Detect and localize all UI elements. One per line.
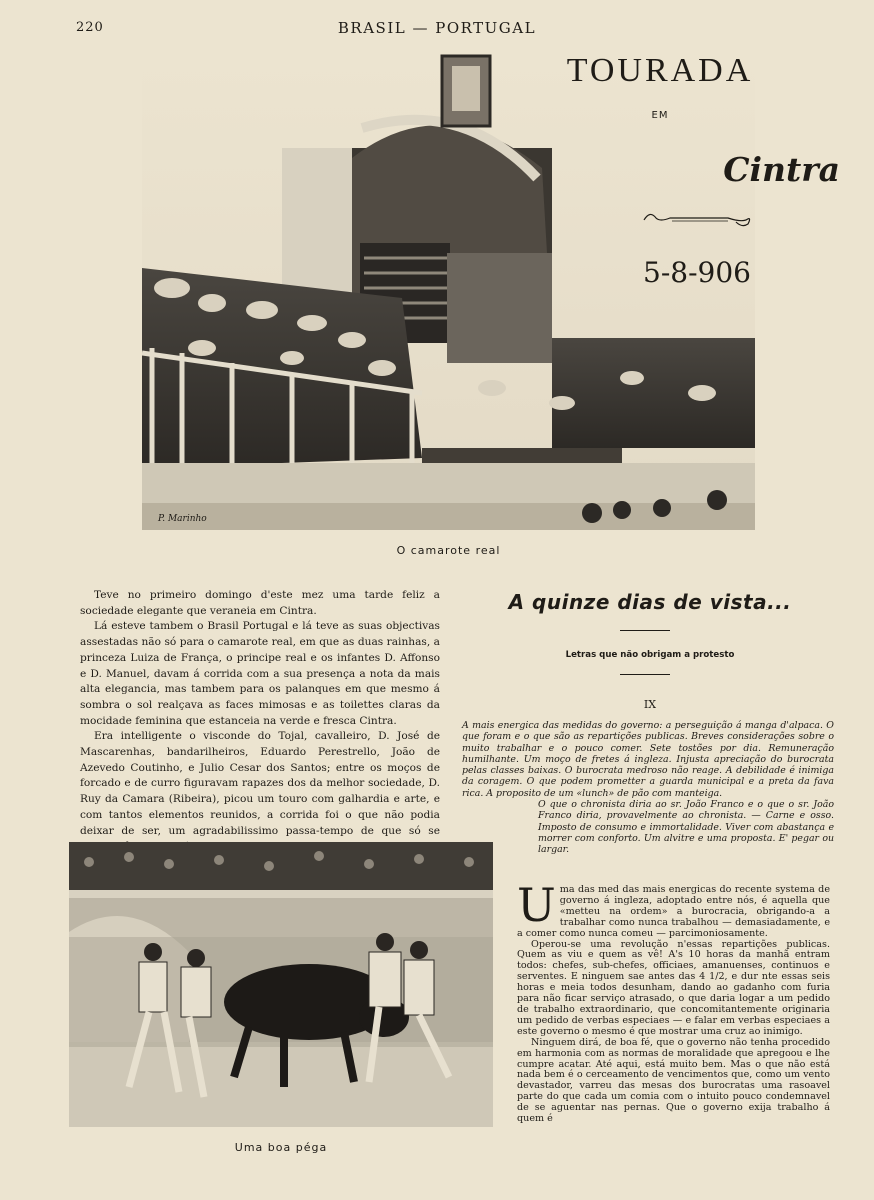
chronicle-paragraph-text: ma das med das mais energicas do recente systema de governo á ingleza, adoptado entre nós, é aquella que «metteu na ordem» a burocracia, obrigando-a a trabalhar como nunca trabalhou — demasiadamente, e a comer como nunca comeu — parcimoniosamente.: [517, 884, 830, 939]
photo-signature: P. Marinho: [158, 514, 207, 524]
ornament-flourish: [640, 208, 755, 230]
article-left-paragraph: Lá esteve tambem o Brasil Portugal e lá teve as suas objectivas assestadas não só para o camarote real, em que as duas rainhas, a princeza Luiza de França, o principe real e os infantes D. Affonso e D. Manuel, davam á corrida com a sua presença a nota da mais alta elegancia, mas tambem para os palanques em que mesmo á sombra o sol realçava as faces mimosas e as toilettes claras da mocidade feminina que estanceia na verde e fresca Cintra.: [80, 620, 440, 727]
chronicle-paragraph: Operou-se uma revolução n'essas repartições publicas. Quem as viu e quem as vê! A's 10 horas da manhã entram todos: chefes, sub-chefes, officiaes, amanuenses, continuos e serventes. E ninguem sae antes das 4 1/2, e dur nte essas seis horas e meia todos desunham, dando ao gadanho com furia para não ficar serviço atrasado, o que daria logar a um pedido de trabalho extraordinario, que concomitantemente originaria um pedido de verbas especiaes — e falar em verbas especiaes a este governo o mesmo é que mostrar uma cruz ao inimigo.: [517, 938, 830, 1037]
chronicle-title: A quinze dias de vista...: [508, 590, 792, 614]
caption-bullfight: Uma boa péga: [234, 1141, 328, 1154]
article-left-paragraph: Era intelligente o visconde do Tojal, cavalleiro, D. José de Mascarenhas, bandarilheiros, Eduardo Perestrello, João de Azevedo Coutinho, e Julio Cesar dos Santos; entre os moços de forcado e de curro figuravam rapazes dos da melhor sociedade, D. Ruy da Camara (Ribeira), picou um touro com galhardia e arte, e com tantos elementos reunidos, a corrida foi o que não podia deixar de ser, um agradabilissimo passa-tempo de que só se: [80, 730, 440, 837]
caption-royal-box: O camarote real: [396, 544, 501, 557]
running-title: BRASIL — PORTUGAL: [337, 19, 537, 37]
chronicle-section-number: IX: [643, 698, 657, 711]
headline-em: EM: [651, 110, 669, 121]
chronicle-summary-part: O que o chronista diria ao sr. João Franco e o que o sr. João Franco diria, provavelmente ao chronista. — Carne e osso. Imposto de consumo e immortalidade. Viver com abastança e morrer com conforto. Um alvitre e uma proposta. E' pegar ou largar.: [538, 799, 834, 856]
photo-bullfight: [69, 842, 493, 1127]
article-left-paragraph: Teve no primeiro domingo d'este mez uma tarde feliz a sociedade elegante que veraneia em Cintra.: [80, 589, 440, 617]
headline-date: 5-8-906: [643, 256, 751, 289]
chronicle-subtitle: Letras que não obrigam a protesto: [565, 650, 735, 660]
drop-cap: U: [517, 878, 556, 932]
chronicle-body: [517, 878, 830, 1125]
article-left: [80, 588, 440, 855]
chronicle-paragraph: [517, 878, 830, 940]
title-rule: [620, 630, 670, 631]
chronicle-summary: [462, 720, 834, 856]
photo-bullfight-image: [69, 842, 493, 1127]
headline-cintra: Cintra: [723, 150, 840, 189]
page-number: 220: [76, 20, 104, 35]
chronicle-summary-part: A mais energica das medidas do governo: a perseguição á manga d'alpaca. O que foram e o que são as repartições publicas. Breves considerações sobre o muito trabalhar e o pouco comer. Sete tostões por dia. Remuneração humilhante. Um moço de fretes á ingleza. Injusta apreciação do burocrata pelas classes baixas. O burocrata medroso não reage. A debilidade é inimiga da coragem. O que podem prometter a guarda municipal e a preta da fava rica. A proposito de um «lunch» de pão com manteiga.: [462, 720, 834, 799]
headline-tourada: TOURADA: [566, 52, 754, 89]
subtitle-rule: [620, 674, 670, 675]
chronicle-paragraph: Ninguem dirá, de boa fé, que o governo não tenha procedido em harmonia com as normas de moralidade que apregoou e lhe cumpre acatar. Até aqui, está muito bem. Mas o que não está nada bem é o cerceamento de vencimentos que, como um vento devastador, varreu das mesas dos burocratas uma rasoavel parte do que cada um comia com o intuito pouco condemnavel de se aguentar nas pernas. Que o governo exija trabalho á quem é: [517, 1036, 830, 1125]
